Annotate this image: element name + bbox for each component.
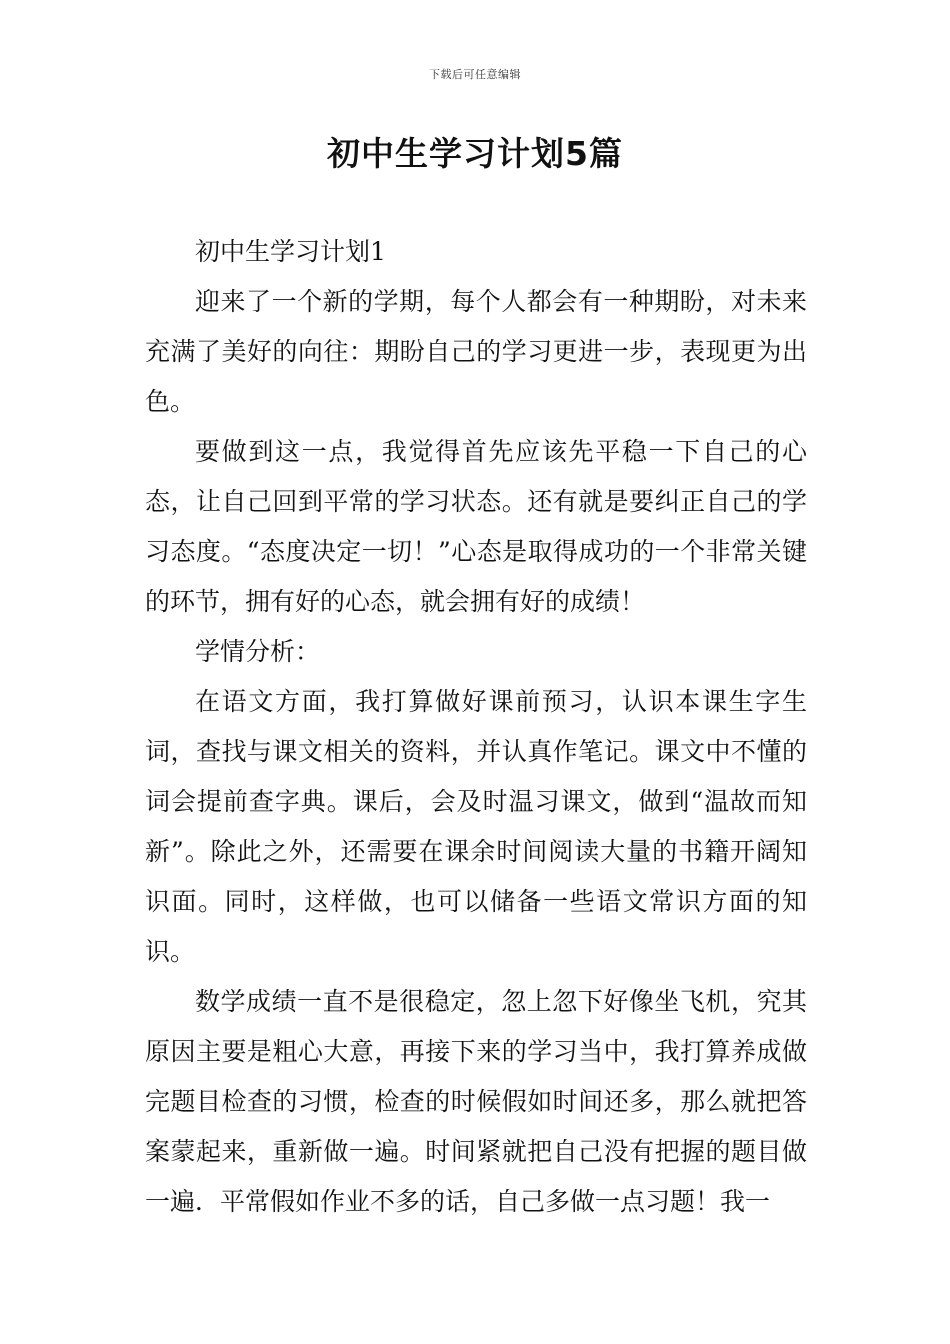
paragraph-attitude: 要做到这一点，我觉得首先应该先平稳一下自己的心态，让自己回到平常的学习状态。还有就是要纠正自己的学习态度。“态度决定一切！”心态是取得成功的一个非常关键的环节，拥有好的心态，就会拥有好的成绩！ [145,437,807,616]
section-heading: 初中生学习计划1 [195,237,386,266]
paragraph-math: 数学成绩一直不是很稳定，忽上忽下好像坐飞机，究其原因主要是粗心大意，再接下来的学习当中，我打算养成做完题目检查的习惯，检查的时候假如时间还多，那么就把答案蒙起来，重新做一遍。时间紧就把自己没有把握的题目做一遍．平常假如作业不多的话，自己多做一点习题！我一 [145,987,807,1216]
document-body [145,227,807,1227]
paragraph-intro: 迎来了一个新的学期，每个人都会有一种期盼，对未来充满了美好的向往：期盼自己的学习更进一步，表现更为出色。 [145,287,807,416]
paragraph-analysis-label: 学情分析： [195,637,321,666]
document-title: 初中生学习计划5篇 [327,134,623,173]
header-note: 下载后可任意编辑 [429,68,521,81]
paragraph-chinese: 在语文方面，我打算做好课前预习，认识本课生字生词，查找与课文相关的资料，并认真作笔记。课文中不懂的词会提前查字典。课后，会及时温习课文，做到“温故而知新”。除此之外，还需要在课余时间阅读大量的书籍开阔知识面。同时，这样做，也可以储备一些语文常识方面的知识。 [145,687,807,966]
